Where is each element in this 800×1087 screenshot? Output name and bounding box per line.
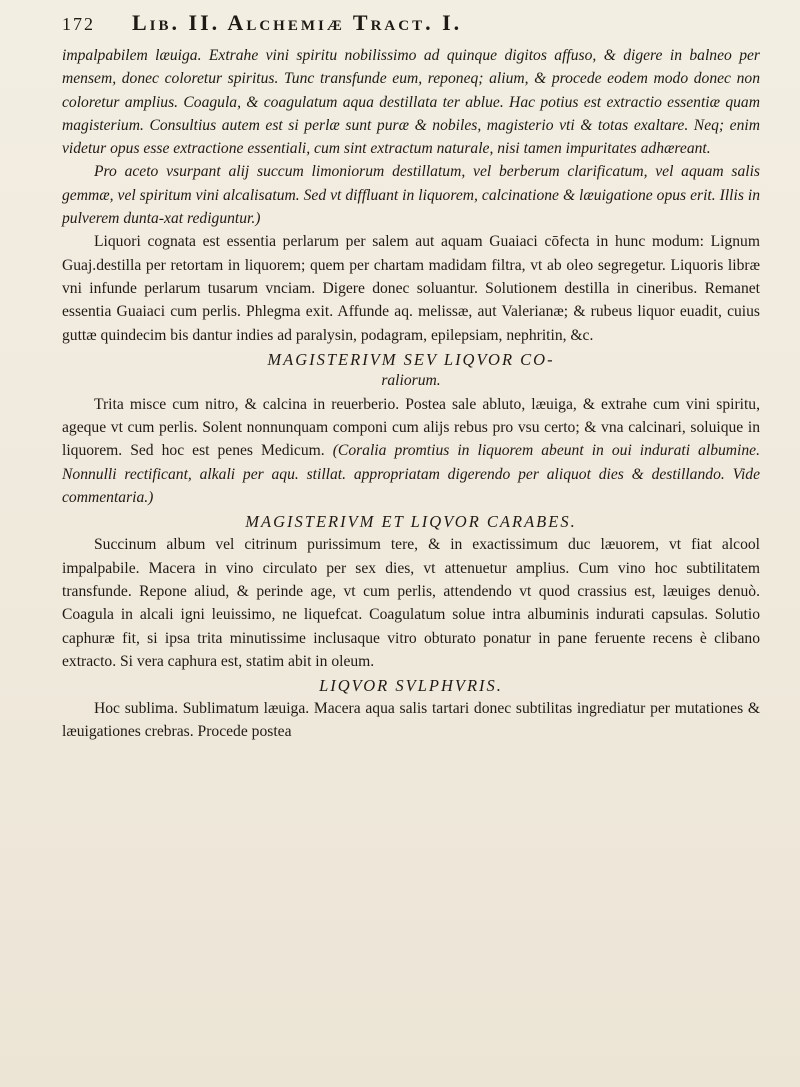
running-head: Lib. II. Alchemiæ Tract. I. bbox=[132, 10, 463, 35]
section-subtitle-coralliorum: raliorum. bbox=[381, 371, 441, 389]
paragraph-note: Pro aceto vsurpant alij succum limoniorum destillatum, vel berberum clarificatum, vel aquam salis gemmæ, vel spiritum vini alcalisatum. Sed vt diffluant in liquorem, calcinatione & læuigatione opus erit. Illis in pulverem dunta-xat rediguntur.) bbox=[62, 163, 760, 228]
paragraph-sulphuris: Hoc sublima. Sublimatum læuiga. Macera aqua salis tartari donec subtilitas ingrediatur per mutationes & læuigationes crebras. Procede postea bbox=[62, 700, 760, 741]
page-content bbox=[62, 44, 760, 744]
paragraph-corallia-note: (Coralia promtius in liquorem abeunt in oui indurati albumine. Nonnulli rectificant, alkali per aqu. stillat. appropriatam digerendo per aliquot dies & destillando. Vide commentaria.) bbox=[62, 442, 760, 507]
paragraph-guaiaci: Liquori cognata est essentia perlarum per salem aut aquam Guaiaci cōfecta in hunc modum: Lignum Guaj.destilla per retortam in liquorem; quem per chartam madidam filtra, vt ab oleo segregetur. Liquoris libræ vni infunde perlarum tusarum vnciam. Digere donec soluantur. Solutionem destilla in cineribus. Remanet essentia Guaiaci cum perlis. Phlegma exit. Affunde aq. melissæ, aut Valerianæ; & rubeus liquor euadit, cuius guttæ quindecim bis dantur indies ad paralysin, podagram, epilepsiam, nephritin, &c. bbox=[62, 233, 760, 344]
section-title-coralliorum: MAGISTERIVM SEV LIQVOR CO- bbox=[267, 349, 555, 369]
paragraph-corallia-text: Trita misce cum nitro, & calcina in reuerberio. Postea sale abluto, læuiga, & extrahe cum vini spiritu, ageque vt cum perlis. Solent nonnunquam componi cum alijs rebus pro vsu certo; & vna calcinari, soluique in liquorem. Sed hoc est penes Medicum. bbox=[62, 395, 760, 460]
section-title-carabes: MAGISTERIVM ET LIQVOR CARABES. bbox=[245, 512, 577, 532]
page-header bbox=[62, 10, 760, 44]
page-number: 172 bbox=[62, 14, 95, 34]
paragraph-corallia bbox=[62, 393, 760, 509]
paragraph-carabes: Succinum album vel citrinum purissimum tere, & in exactissimum duc læuorem, vt fiat alcool impalpabile. Macera in vino circulato per sex dies, vt attenuetur amplius. Cum vino hoc subtilitatem transfunde. Repone aliud, & perinde age, vt cum perlis, attendendo vt quod crassius est, læuiges denuò. Coagula in alcali igni leuissimo, ne liquefcat. Coagulatum solue intra albuminis indurati capsulas. Solutio caphuræ fit, si ipsa trita minutissime inclusaque vitro obturato ponatur in pane feruente recens è clibano extracto. Si vera caphura est, statim abit in oleum. bbox=[62, 536, 760, 670]
section-title-sulphuris: LIQVOR SVLPHVRIS. bbox=[319, 676, 503, 696]
paragraph-continuation: impalpabilem læuiga. Extrahe vini spiritu nobilissimo ad quinque digitos affuso, & digere in balneo per mensem, donec coloretur spiritus. Tunc transfunde eum, reponeq; alium, & procede eodem modo donec non coloretur amplius. Coagula, & coagulatum aqua destillata ter ablue. Hac potius est extractio essentiæ quam magisterium. Consultius autem est si perlæ sunt puræ & nobiles, magisterio vti & totas exaltare. Neq; enim videtur opus esse extractione essentiali, cum sint extractum naturale, nisi tamen impuritates adhæreant. bbox=[62, 47, 760, 158]
